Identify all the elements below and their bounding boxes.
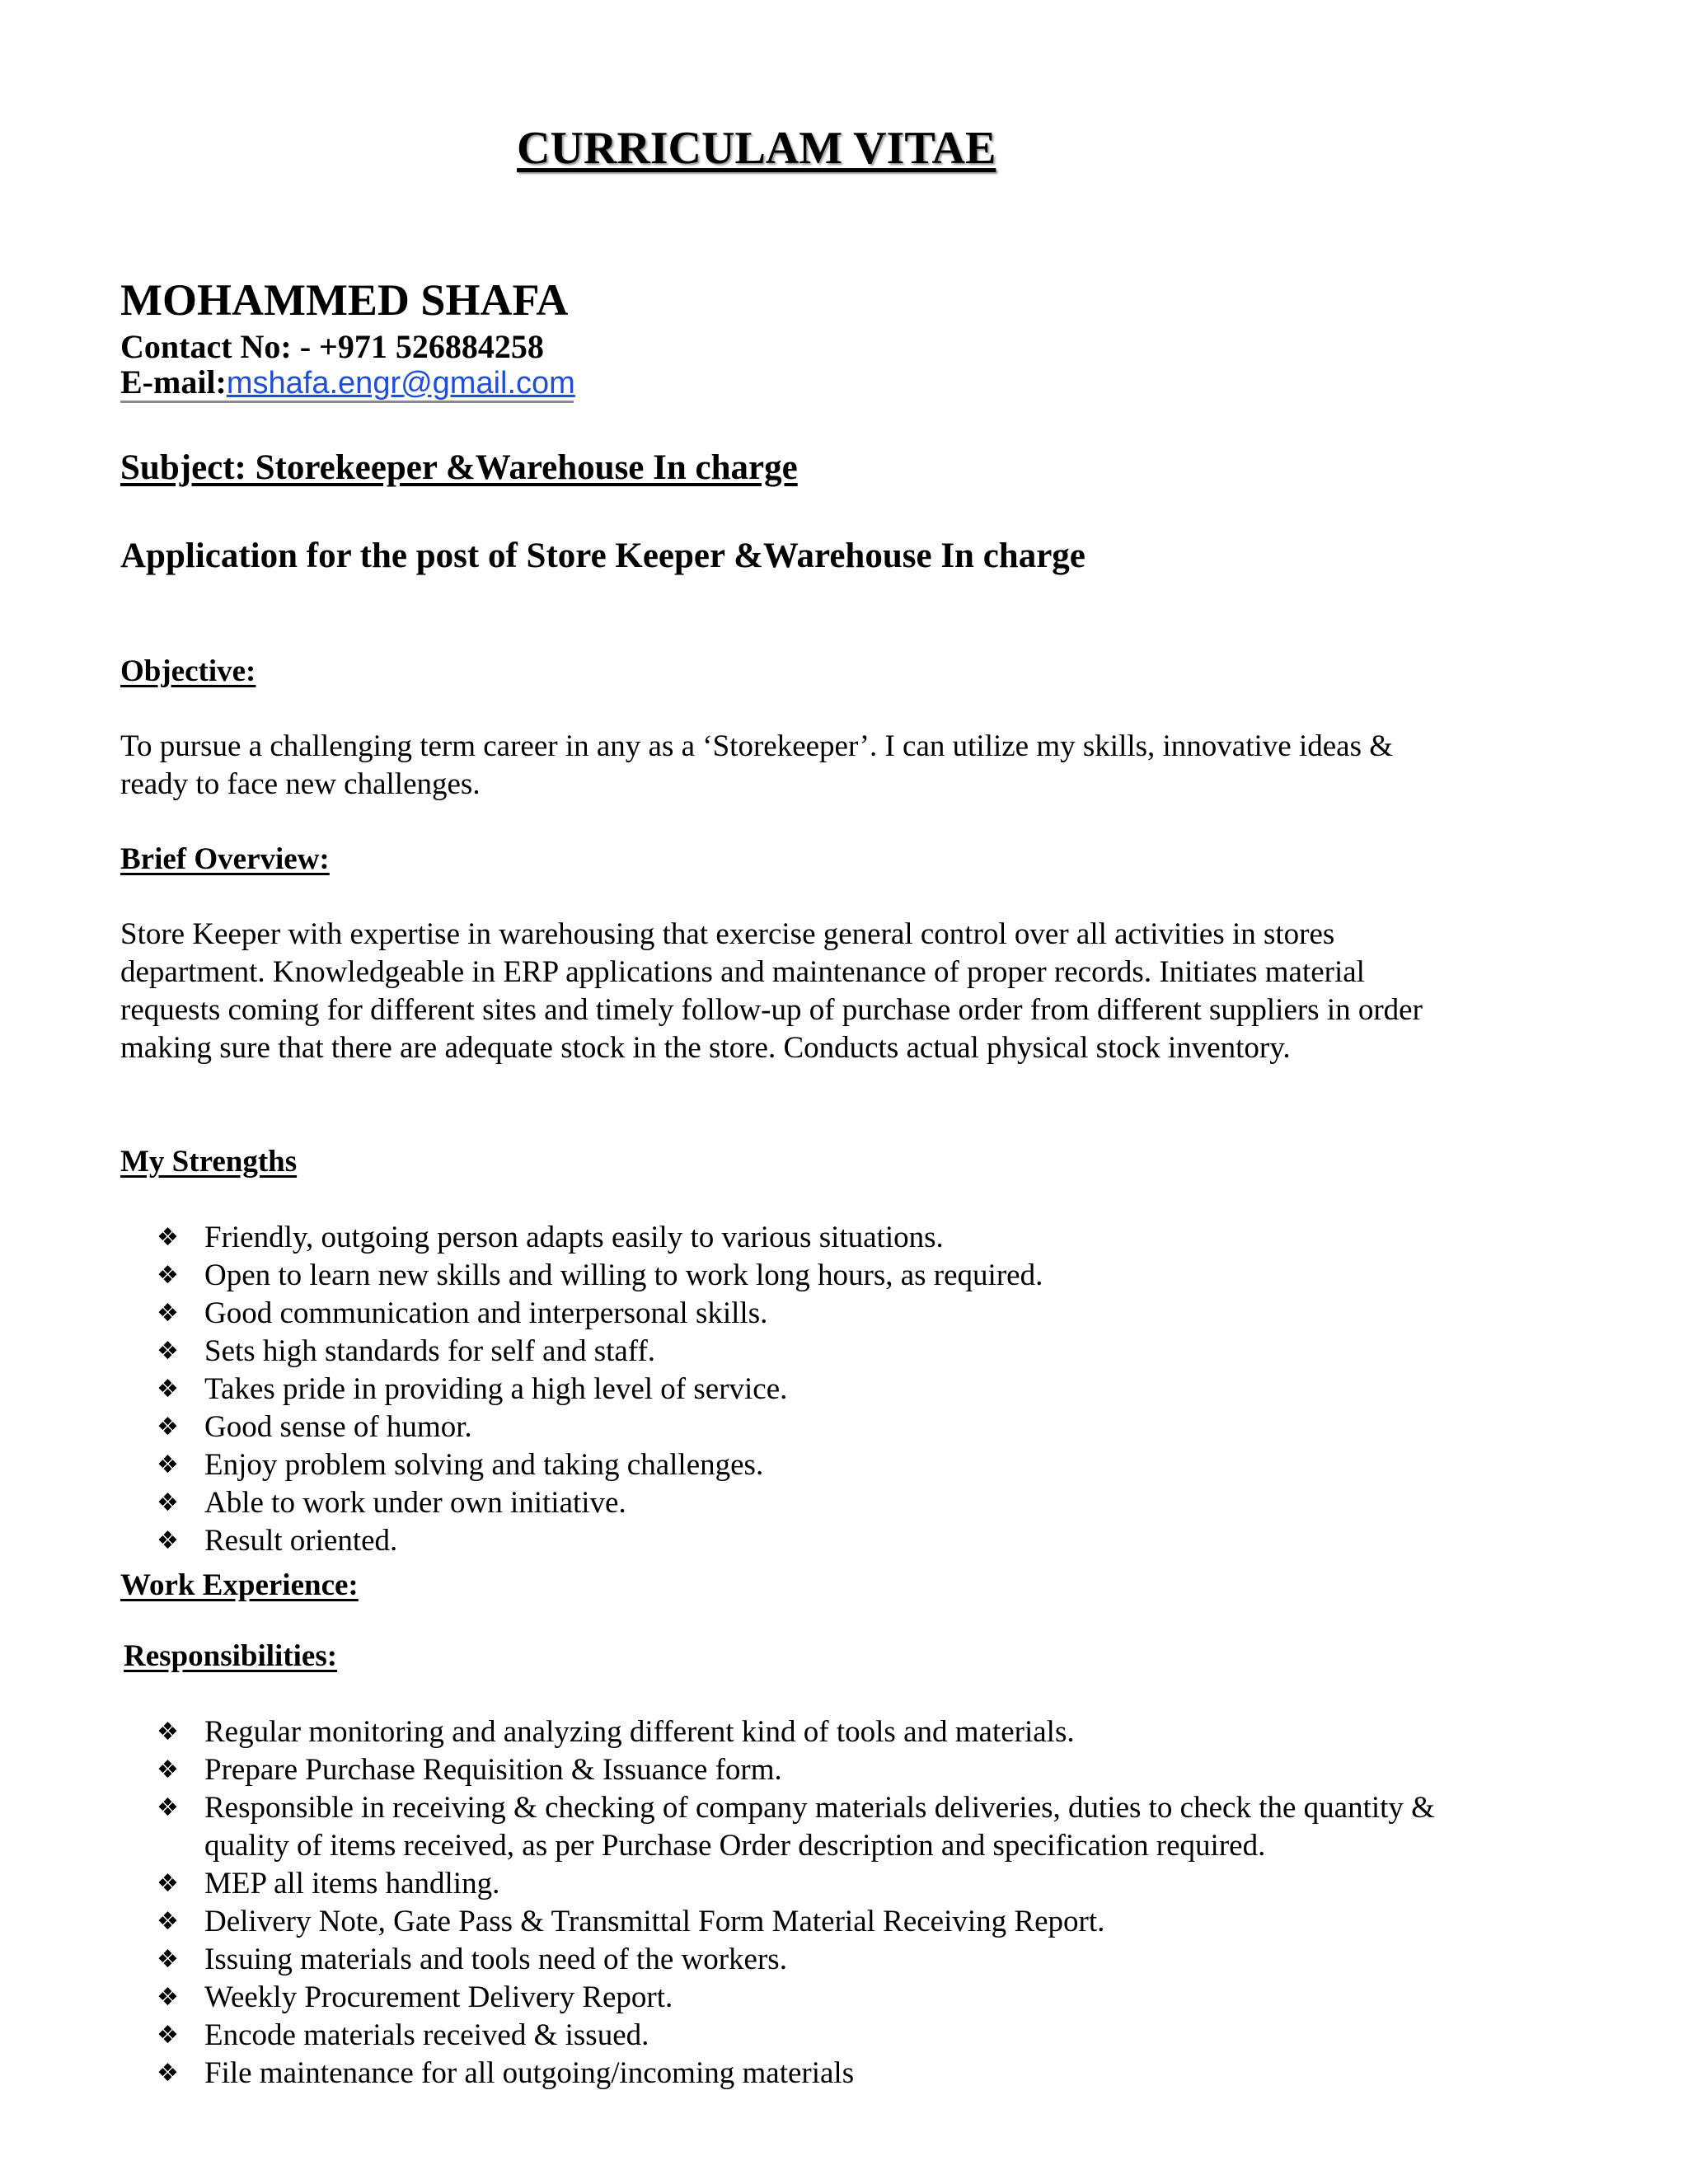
overview-text <box>120 916 1554 1067</box>
diamond-bullet-icon: ❖ <box>157 1413 179 1441</box>
list-item <box>157 1713 1574 1751</box>
diamond-bullet-icon: ❖ <box>157 1337 179 1366</box>
list-item <box>157 1446 1574 1484</box>
list-item <box>157 1219 1574 1257</box>
overview-line: Store Keeper with expertise in warehousing that exercise general control over all activities in stores <box>120 917 1335 951</box>
diamond-bullet-icon: ❖ <box>157 1223 179 1252</box>
overview-line: requests coming for different sites and timely follow-up of purchase order from different suppliers in order <box>120 993 1423 1027</box>
strength-text: Friendly, outgoing person adapts easily to various situations. <box>204 1221 944 1254</box>
diamond-bullet-icon: ❖ <box>157 1718 179 1746</box>
diamond-bullet-icon: ❖ <box>157 1983 179 2012</box>
strength-text: Open to learn new skills and willing to work long hours, as required. <box>204 1258 1043 1292</box>
applicant-name: MOHAMMED SHAFA <box>120 275 569 325</box>
strengths-heading: My Strengths <box>120 1145 298 1179</box>
work-experience-heading: Work Experience: <box>120 1568 359 1602</box>
diamond-bullet-icon: ❖ <box>157 1945 179 1974</box>
responsibility-text: Responsible in receiving & checking of company materials deliveries, duties to check the quantity & <box>204 1791 1435 1825</box>
diamond-bullet-icon: ❖ <box>157 1375 179 1404</box>
list-item <box>157 1941 1574 1979</box>
list-item <box>157 1979 1574 2017</box>
list-item <box>157 2017 1574 2055</box>
contact-number: Contact No: - +971 526884258 <box>120 328 544 365</box>
list-item <box>157 1903 1574 1941</box>
strength-text: Takes pride in providing a high level of service. <box>204 1372 788 1406</box>
list-item <box>157 1371 1574 1408</box>
diamond-bullet-icon: ❖ <box>157 1793 179 1822</box>
responsibilities-list <box>157 1713 1574 2093</box>
diamond-bullet-icon: ❖ <box>157 1907 179 1936</box>
responsibility-text: Encode materials received & issued. <box>204 2018 649 2052</box>
email-label: E-mail: <box>120 363 227 401</box>
diamond-bullet-icon: ❖ <box>157 1755 179 1784</box>
application-heading: Application for the post of Store Keeper &Warehouse In charge <box>120 537 1085 575</box>
responsibility-text: Issuing materials and tools need of the workers. <box>204 1943 787 1976</box>
list-item <box>157 1408 1574 1446</box>
overview-line: department. Knowledgeable in ERP applications and maintenance of proper records. Initiates material <box>120 955 1365 989</box>
responsibility-text: MEP all items handling. <box>204 1867 500 1900</box>
responsibility-text: Weekly Procurement Delivery Report. <box>204 1980 673 2014</box>
diamond-bullet-icon: ❖ <box>157 1488 179 1517</box>
overview-line: making sure that there are adequate stock in the store. Conducts actual physical stock inventory. <box>120 1031 1291 1065</box>
strength-text: Good sense of humor. <box>204 1410 472 1444</box>
subject-heading: Subject: Storekeeper &Warehouse In charge <box>120 448 798 487</box>
list-item <box>157 1333 1574 1371</box>
list-item <box>157 1789 1574 1865</box>
email-line <box>120 363 575 401</box>
list-item <box>157 1522 1574 1560</box>
strengths-list <box>157 1219 1574 1560</box>
objective-line: ready to face new challenges. <box>120 767 481 801</box>
list-item <box>157 1484 1574 1522</box>
objective-heading: Objective: <box>120 654 256 688</box>
list-item <box>157 1295 1574 1333</box>
responsibility-text: Regular monitoring and analyzing different kind of tools and materials. <box>204 1715 1075 1749</box>
strength-text: Enjoy problem solving and taking challenges. <box>204 1448 764 1482</box>
diamond-bullet-icon: ❖ <box>157 1526 179 1555</box>
diamond-bullet-icon: ❖ <box>157 2059 179 2088</box>
diamond-bullet-icon: ❖ <box>157 1451 179 1479</box>
diamond-bullet-icon: ❖ <box>157 2021 179 2050</box>
overview-heading: Brief Overview: <box>120 842 330 876</box>
strength-text: Sets high standards for self and staff. <box>204 1334 656 1368</box>
list-item <box>157 1751 1574 1789</box>
document-title: CURRICULAM VITAE <box>517 123 996 174</box>
diamond-bullet-icon: ❖ <box>157 1261 179 1290</box>
responsibility-text: Prepare Purchase Requisition & Issuance form. <box>204 1753 782 1787</box>
responsibility-text: Delivery Note, Gate Pass & Transmittal Form Material Receiving Report. <box>204 1905 1105 1938</box>
responsibility-text-continued: quality of items received, as per Purchase Order description and specification required. <box>204 1829 1266 1863</box>
email-link[interactable]: mshafa.engr@gmail.com <box>226 366 575 401</box>
list-item <box>157 2055 1574 2093</box>
diamond-bullet-icon: ❖ <box>157 1299 179 1328</box>
email-underline <box>120 401 574 403</box>
objective-text <box>120 728 1554 804</box>
responsibilities-heading: Responsibilities: <box>124 1639 338 1673</box>
diamond-bullet-icon: ❖ <box>157 1869 179 1898</box>
strength-text: Good communication and interpersonal skills. <box>204 1296 768 1330</box>
strength-text: Able to work under own initiative. <box>204 1486 626 1520</box>
list-item <box>157 1257 1574 1295</box>
strength-text: Result oriented. <box>204 1524 398 1558</box>
objective-line: To pursue a challenging term career in any as a ‘Storekeeper’. I can utilize my skills, innovative ideas & <box>120 729 1394 763</box>
responsibility-text: File maintenance for all outgoing/incoming materials <box>204 2056 855 2090</box>
list-item <box>157 1865 1574 1903</box>
